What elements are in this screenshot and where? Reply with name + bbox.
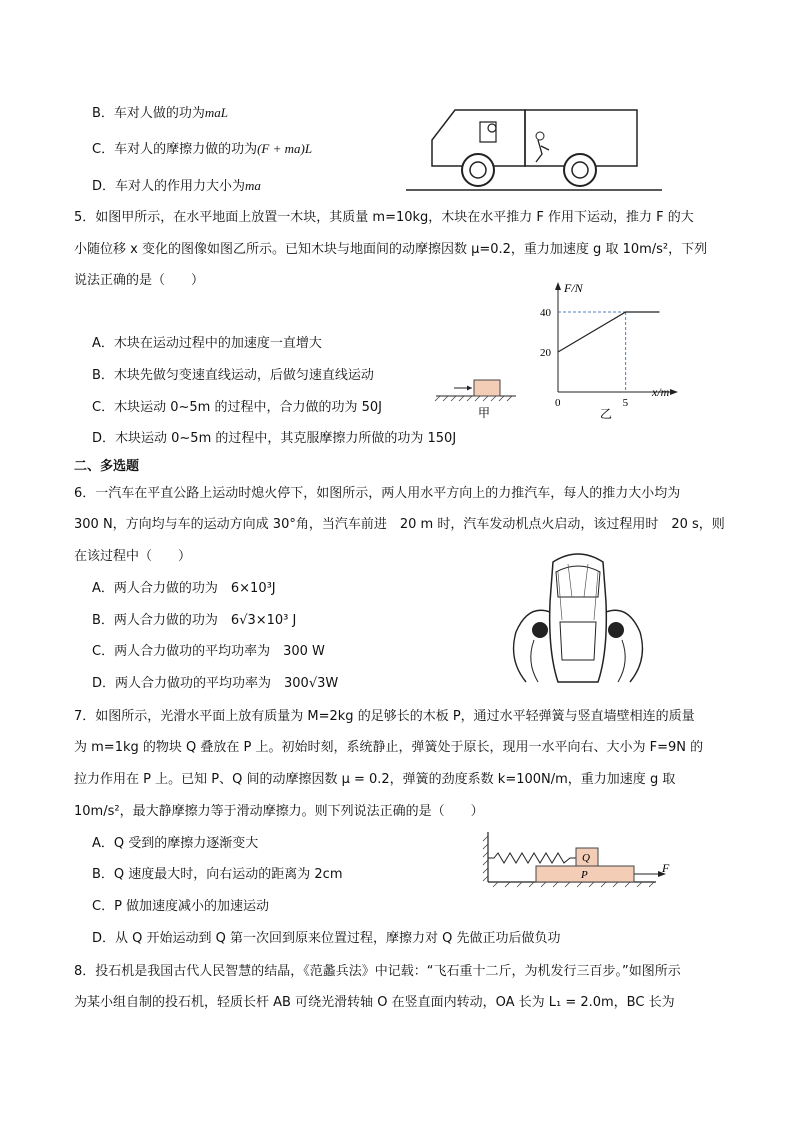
q7-option-c: C．P 做加速度减小的加速运动 xyxy=(92,899,270,914)
y-axis-arrow xyxy=(555,282,561,290)
q7-stem-2: 为 m=1kg 的物块 Q 叠放在 P 上。初始时刻，系统静止，弹簧处于原长，现用一水平向右、大小为 F=9N 的 xyxy=(74,740,704,755)
q6-option-b: B．两人合力做的功为 6√3×10³ J xyxy=(92,613,297,628)
q7-option-b: B．Q 速度最大时，向右运动的距离为 2cm xyxy=(92,867,343,882)
truck-figure xyxy=(400,100,670,195)
q5-stem-3: 说法正确的是（ ） xyxy=(74,273,205,288)
section-multiple-choice-heading: 二、多选题 xyxy=(74,459,140,474)
q4-option-d: D．车对人的作用力大小为ma xyxy=(92,178,261,194)
y-tick-label: 40 xyxy=(540,307,551,319)
force-displacement-chart xyxy=(528,280,688,425)
q4-option-c: C．车对人的摩擦力做的功为(F + ma)L xyxy=(92,141,313,157)
q8-stem-2: 为某小组自制的投石机，轻质长杆 AB 可绕光滑转轴 O 在竖直面内转动，OA 长为 L₁ = 2.0m，BC 长为 xyxy=(74,995,675,1010)
y-axis-label: F/N xyxy=(564,281,583,295)
series-line xyxy=(558,312,659,352)
q6-option-d: D．两人合力做功的平均功率为 300√3W xyxy=(92,676,339,691)
figure-label-yi: 乙 xyxy=(600,407,613,421)
board-p-label: P xyxy=(581,869,588,881)
q5-option-d: D．木块运动 0~5m 的过程中，其克服摩擦力所做的功为 150J xyxy=(92,431,457,446)
x-axis-label: x/m xyxy=(652,385,670,399)
q7-stem-4: 10m/s²，最大静摩擦力等于滑动摩擦力。则下列说法正确的是（ ） xyxy=(74,804,484,819)
q7-option-a: A．Q 受到的摩擦力逐渐变大 xyxy=(92,836,259,851)
figure-label-jia: 甲 xyxy=(478,406,491,420)
x-tick-label: 5 xyxy=(622,397,629,409)
q6-stem-1: 6．一汽车在平直公路上运动时熄火停下，如图所示，两人用水平方向上的力推汽车，每人的推力大小均为 xyxy=(74,486,681,501)
q5-option-a: A．木块在运动过程中的加速度一直增大 xyxy=(92,336,322,351)
block-q-label: Q xyxy=(582,852,590,864)
x-tick-label: 0 xyxy=(555,397,561,409)
q6-stem-3: 在该过程中（ ） xyxy=(74,549,192,564)
force-f-label: F xyxy=(662,861,670,875)
q6-option-a: A．两人合力做的功为 6×10³J xyxy=(92,581,276,596)
q5-stem-1: 5．如图甲所示，在水平地面上放置一木块，其质量 m=10kg，木块在水平推力 F 作用下运动，推力 F 的大 xyxy=(74,210,694,225)
q7-option-d: D．从 Q 开始运动到 Q 第一次回到原来位置过程，摩擦力对 Q 先做正功后做负功 xyxy=(92,931,561,946)
y-tick-label: 20 xyxy=(540,347,551,359)
x-axis-arrow xyxy=(670,389,678,395)
q8-stem-1: 8．投石机是我国古代人民智慧的结晶，《范蠡兵法》中记载：“飞石重十二斤，为机发行三百步。”如图所示 xyxy=(74,964,681,979)
car-pushing-figure xyxy=(498,542,658,692)
q5-stem-2: 小随位移 x 变化的图像如图乙所示。已知木块与地面间的动摩擦因数 μ=0.2，重力加速度 g 取 10m/s²，下列 xyxy=(74,242,708,257)
q7-stem-1: 7．如图所示，光滑水平面上放有质量为 M=2kg 的足够长的木板 P，通过水平轻弹簧与竖直墙壁相连的质量 xyxy=(74,709,695,724)
q6-option-c: C．两人合力做功的平均功率为 300 W xyxy=(92,644,325,659)
q5-option-b: B．木块先做匀变速直线运动，后做匀速直线运动 xyxy=(92,368,374,383)
q7-stem-3: 拉力作用在 P 上。已知 P、Q 间的动摩擦因数 μ = 0.2，弹簧的劲度系数 k=100N/m，重力加速度 g 取 xyxy=(74,772,676,787)
q4-option-b: B．车对人做的功为maL xyxy=(92,105,229,121)
q5-option-c: C．木块运动 0~5m 的过程中，合力做的功为 50J xyxy=(92,400,382,415)
spring-block-figure xyxy=(478,830,678,890)
q6-stem-2: 300 N，方向均与车的运动方向成 30°角，当汽车前进 20 m 时，汽车发动机点火启动，该过程用时 20 s，则 xyxy=(74,517,725,532)
block-on-ground-figure xyxy=(432,370,522,420)
